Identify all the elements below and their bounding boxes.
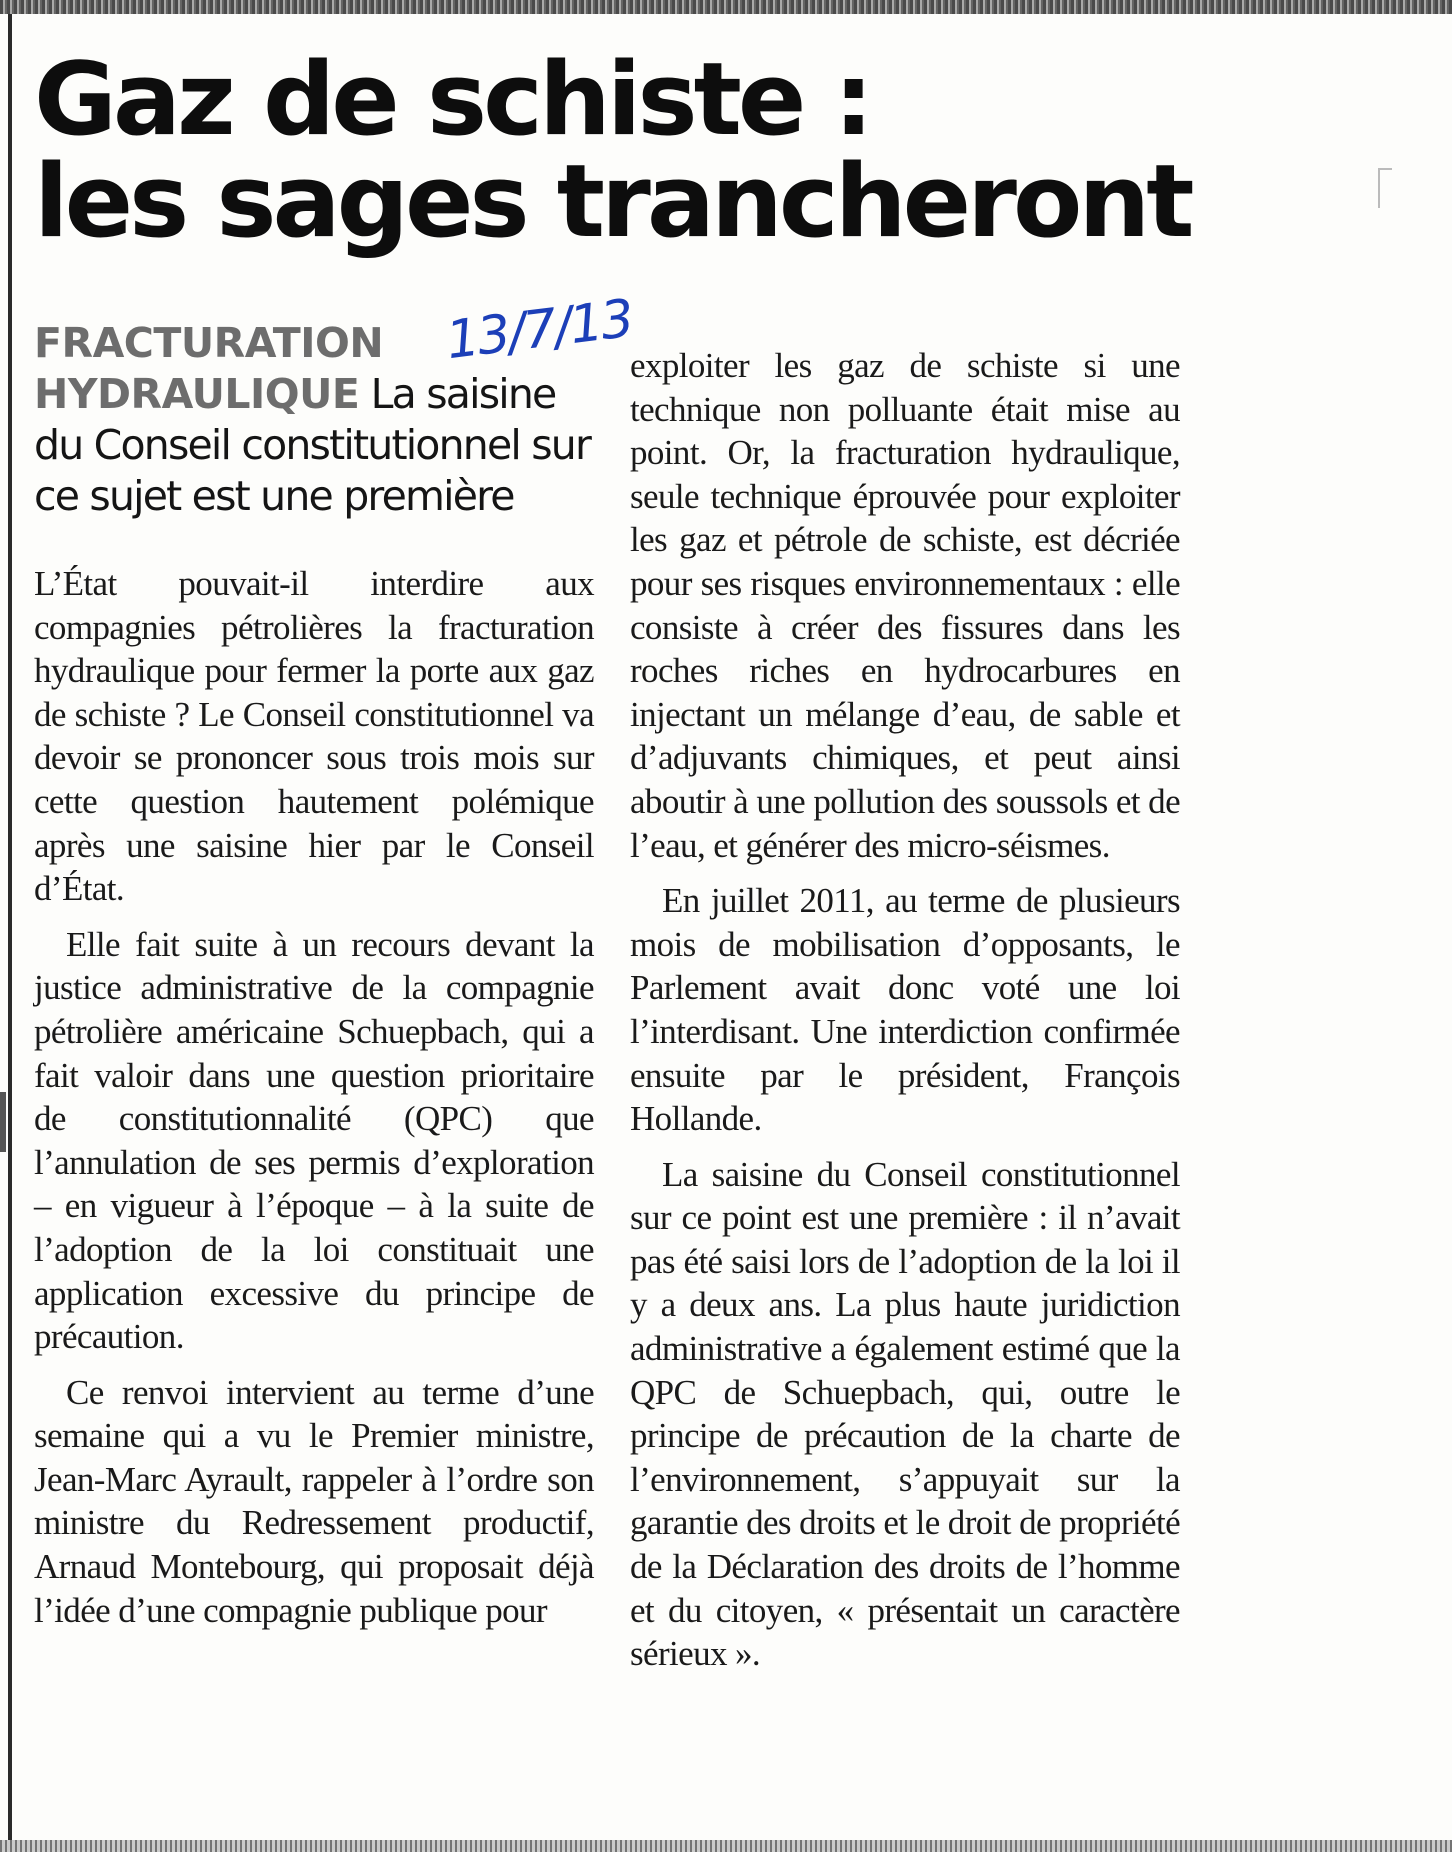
paragraph: En juillet 2011, au terme de plusieurs mois de mobilisation d’opposants, le Parlement avait donc voté une loi l’interdisant. Une interdiction confirmée ensuite par le président, François Hollande. <box>630 881 1180 1139</box>
scan-edge-top <box>0 0 1452 14</box>
headline-line-2: les sages trancheront <box>34 142 1191 260</box>
headline-line-1: Gaz de schiste : <box>34 40 870 158</box>
handwritten-date: 13/7/13 <box>443 288 636 372</box>
standfirst <box>34 318 594 522</box>
article-column-right <box>630 344 1180 1676</box>
body-text-left <box>34 562 594 1632</box>
paragraph: L’État pouvait-il interdire aux compagnies pétrolières la fracturation hydraulique pour fermer la porte aux gaz de schiste ? Le Conseil constitutionnel va devoir se prononcer sous trois mois sur cette question hautement polémique après une saisine hier par le Conseil d’État. <box>34 564 594 909</box>
scan-edge-bottom <box>0 1840 1452 1852</box>
crop-mark <box>1378 168 1380 208</box>
headline <box>34 40 1214 260</box>
standfirst-text: La saisine du Conseil constitutionnel sur ce sujet est une première <box>34 370 591 520</box>
article-column-left <box>34 318 594 1632</box>
crop-mark <box>1378 168 1392 170</box>
scan-edge-left <box>8 14 12 1840</box>
body-text-right <box>630 344 1180 1676</box>
paragraph: La saisine du Conseil constitutionnel sur ce point est une première : il n’avait pas été saisi lors de l’adoption de la loi il y a deux ans. La plus haute juridiction administrative a également estimé que la QPC de Schuepbach, qui, outre le principe de précaution de la charte de l’environnement, s’appuyait sur la garantie des droits et le droit de propriété de la Déclaration des droits de l’homme et du citoyen, « présentait un caractère sérieux ». <box>630 1154 1180 1674</box>
kicker: FRACTURATION HYDRAULIQUE <box>34 319 384 418</box>
crop-mark <box>0 1092 6 1152</box>
paragraph: Elle fait suite à un recours devant la justice administrative de la compagnie pétrolière américaine Schuepbach, qui a fait valoir dans une question prioritaire de constitutionnalité (QPC) que l’annulation de ses permis d’exploration – en vigueur à l’époque – à la suite de l’adoption de la loi constituait une application excessive du principe de précaution. <box>34 924 594 1357</box>
paragraph: Ce renvoi intervient au terme d’une semaine qui a vu le Premier ministre, Jean-Marc Ayrault, rappeler à l’ordre son ministre du Redressement productif, Arnaud Montebourg, qui proposait déjà l’idée d’une compagnie publique pour <box>34 1372 594 1630</box>
paragraph: exploiter les gaz de schiste si une technique non polluante était mise au point. Or, la fracturation hydraulique, seule technique éprouvée pour exploiter les gaz et pétrole de schiste, est décriée pour ses risques environnementaux : elle consiste à créer des fissures dans les roches riches en hydrocarbures en injectant un mélange d’eau, de sable et d’adjuvants chimiques, et peut ainsi aboutir à une pollution des soussols et de l’eau, et générer des micro-séismes. <box>630 346 1180 865</box>
